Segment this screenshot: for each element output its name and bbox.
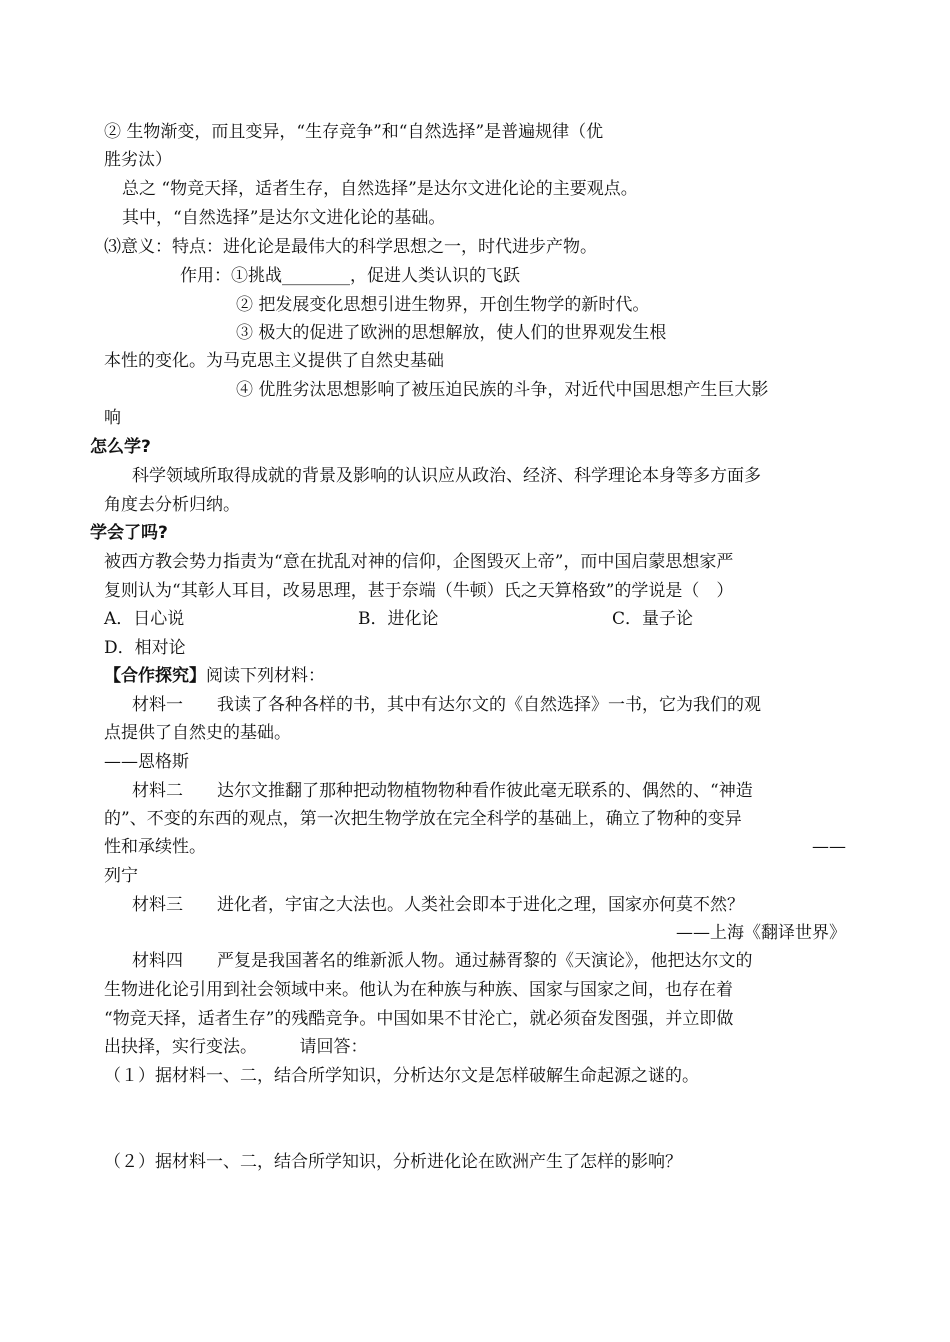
how-to-learn-line-1: 科学领域所取得成就的背景及影响的认识应从政治、经济、科学理论本身等多方面多 [132,466,761,486]
quiz-question-line-1: 被西方教会势力指责为“意在扰乱对神的信仰，企图毁灭上帝”，而中国启蒙思想家严 [104,552,734,572]
summary-line: 总之 “物竞天择，适者生存，自然选择”是达尔文进化论的主要观点。 [122,179,638,199]
question-2: （２）据材料一、二，结合所学知识，分析进化论在欧洲产生了怎样的影响？ [104,1152,682,1172]
question-1: （１）据材料一、二，结合所学知识，分析达尔文是怎样破解生命起源之谜的。 [104,1066,699,1086]
quiz-option-a: A．日心说 [104,609,185,629]
material-2-line-1: 材料二 达尔文推翻了那种把动物植物物种看作彼此毫无联系的、偶然的、“神造 [132,781,753,801]
how-to-learn-line-2: 角度去分析归纳。 [104,495,240,515]
material-1-source: ——恩格斯 [104,752,189,772]
quiz-heading: 学会了吗? [90,523,168,543]
effect-1: 作用：①挑战________，促进人类认识的飞跃 [180,266,520,286]
material-4-line-3: “物竞天择，适者生存”的残酷竞争。中国如果不甘沦亡，就必须奋发图强，并立即做 [104,1009,734,1029]
quiz-question-line-2: 复则认为“其彰人耳目，改易思理，甚于奈端（牛顿）氏之天算格致”的学说是（ ） [104,581,734,601]
material-4-line-2: 生物进化论引用到社会领域中来。他认为在种族与种族、国家与国家之间，也存在着 [104,980,733,1000]
effect-3-line-2: 本性的变化。为马克思主义提供了自然史基础 [104,351,444,371]
material-2-source: 列宁 [104,866,138,886]
how-to-learn-heading: 怎么学? [90,437,151,457]
material-2-dash: —— [812,837,846,857]
effect-4-line-2: 响 [104,408,121,428]
material-1-line-2: 点提供了自然史的基础。 [104,723,291,743]
effect-2: ② 把发展变化思想引进生物界，开创生物学的新时代。 [236,295,650,315]
material-1-line-1: 材料一 我读了各种各样的书，其中有达尔文的《自然选择》一书，它为我们的观 [132,695,761,715]
significance-line: ⑶意义：特点：进化论是最伟大的科学思想之一，时代进步产物。 [104,237,597,257]
cooperation-intro: 阅读下列材料： [206,666,325,686]
cooperation-heading: 【合作探究】 [104,666,206,686]
quiz-option-d: D．相对论 [104,638,186,658]
effect-3-line-1: ③ 极大的促进了欧洲的思想解放，使人们的世界观发生根 [236,323,667,343]
material-2-line-2: 的”、不变的东西的观点，第一次把生物学放在完全科学的基础上，确立了物种的变异 [104,809,742,829]
cooperation-line [104,665,325,687]
effect-4-line-1: ④ 优胜劣汰思想影响了被压迫民族的斗争，对近代中国思想产生巨大影 [236,380,769,400]
material-4-line-4: 出抉择，实行变法。 请回答： [104,1037,368,1057]
material-2-line-3: 性和承续性。 [104,837,206,857]
material-3-line-1: 材料三 进化者，宇宙之大法也。人类社会即本于进化之理，国家亦何莫不然？ [132,895,744,915]
quiz-option-c: C．量子论 [612,609,694,629]
point-2-line-2: 胜劣汰） [104,150,172,170]
material-4-line-1: 材料四 严复是我国著名的维新派人物。通过赫胥黎的《天演论》，他把达尔文的 [132,951,753,971]
material-3-source: ——上海《翻译世界》 [676,923,846,943]
basis-line: 其中，“自然选择”是达尔文进化论的基础。 [122,208,446,228]
point-2-line-1: ② 生物渐变，而且变异，“生存竞争”和“自然选择”是普遍规律（优 [104,122,604,142]
quiz-option-b: B．进化论 [358,609,439,629]
